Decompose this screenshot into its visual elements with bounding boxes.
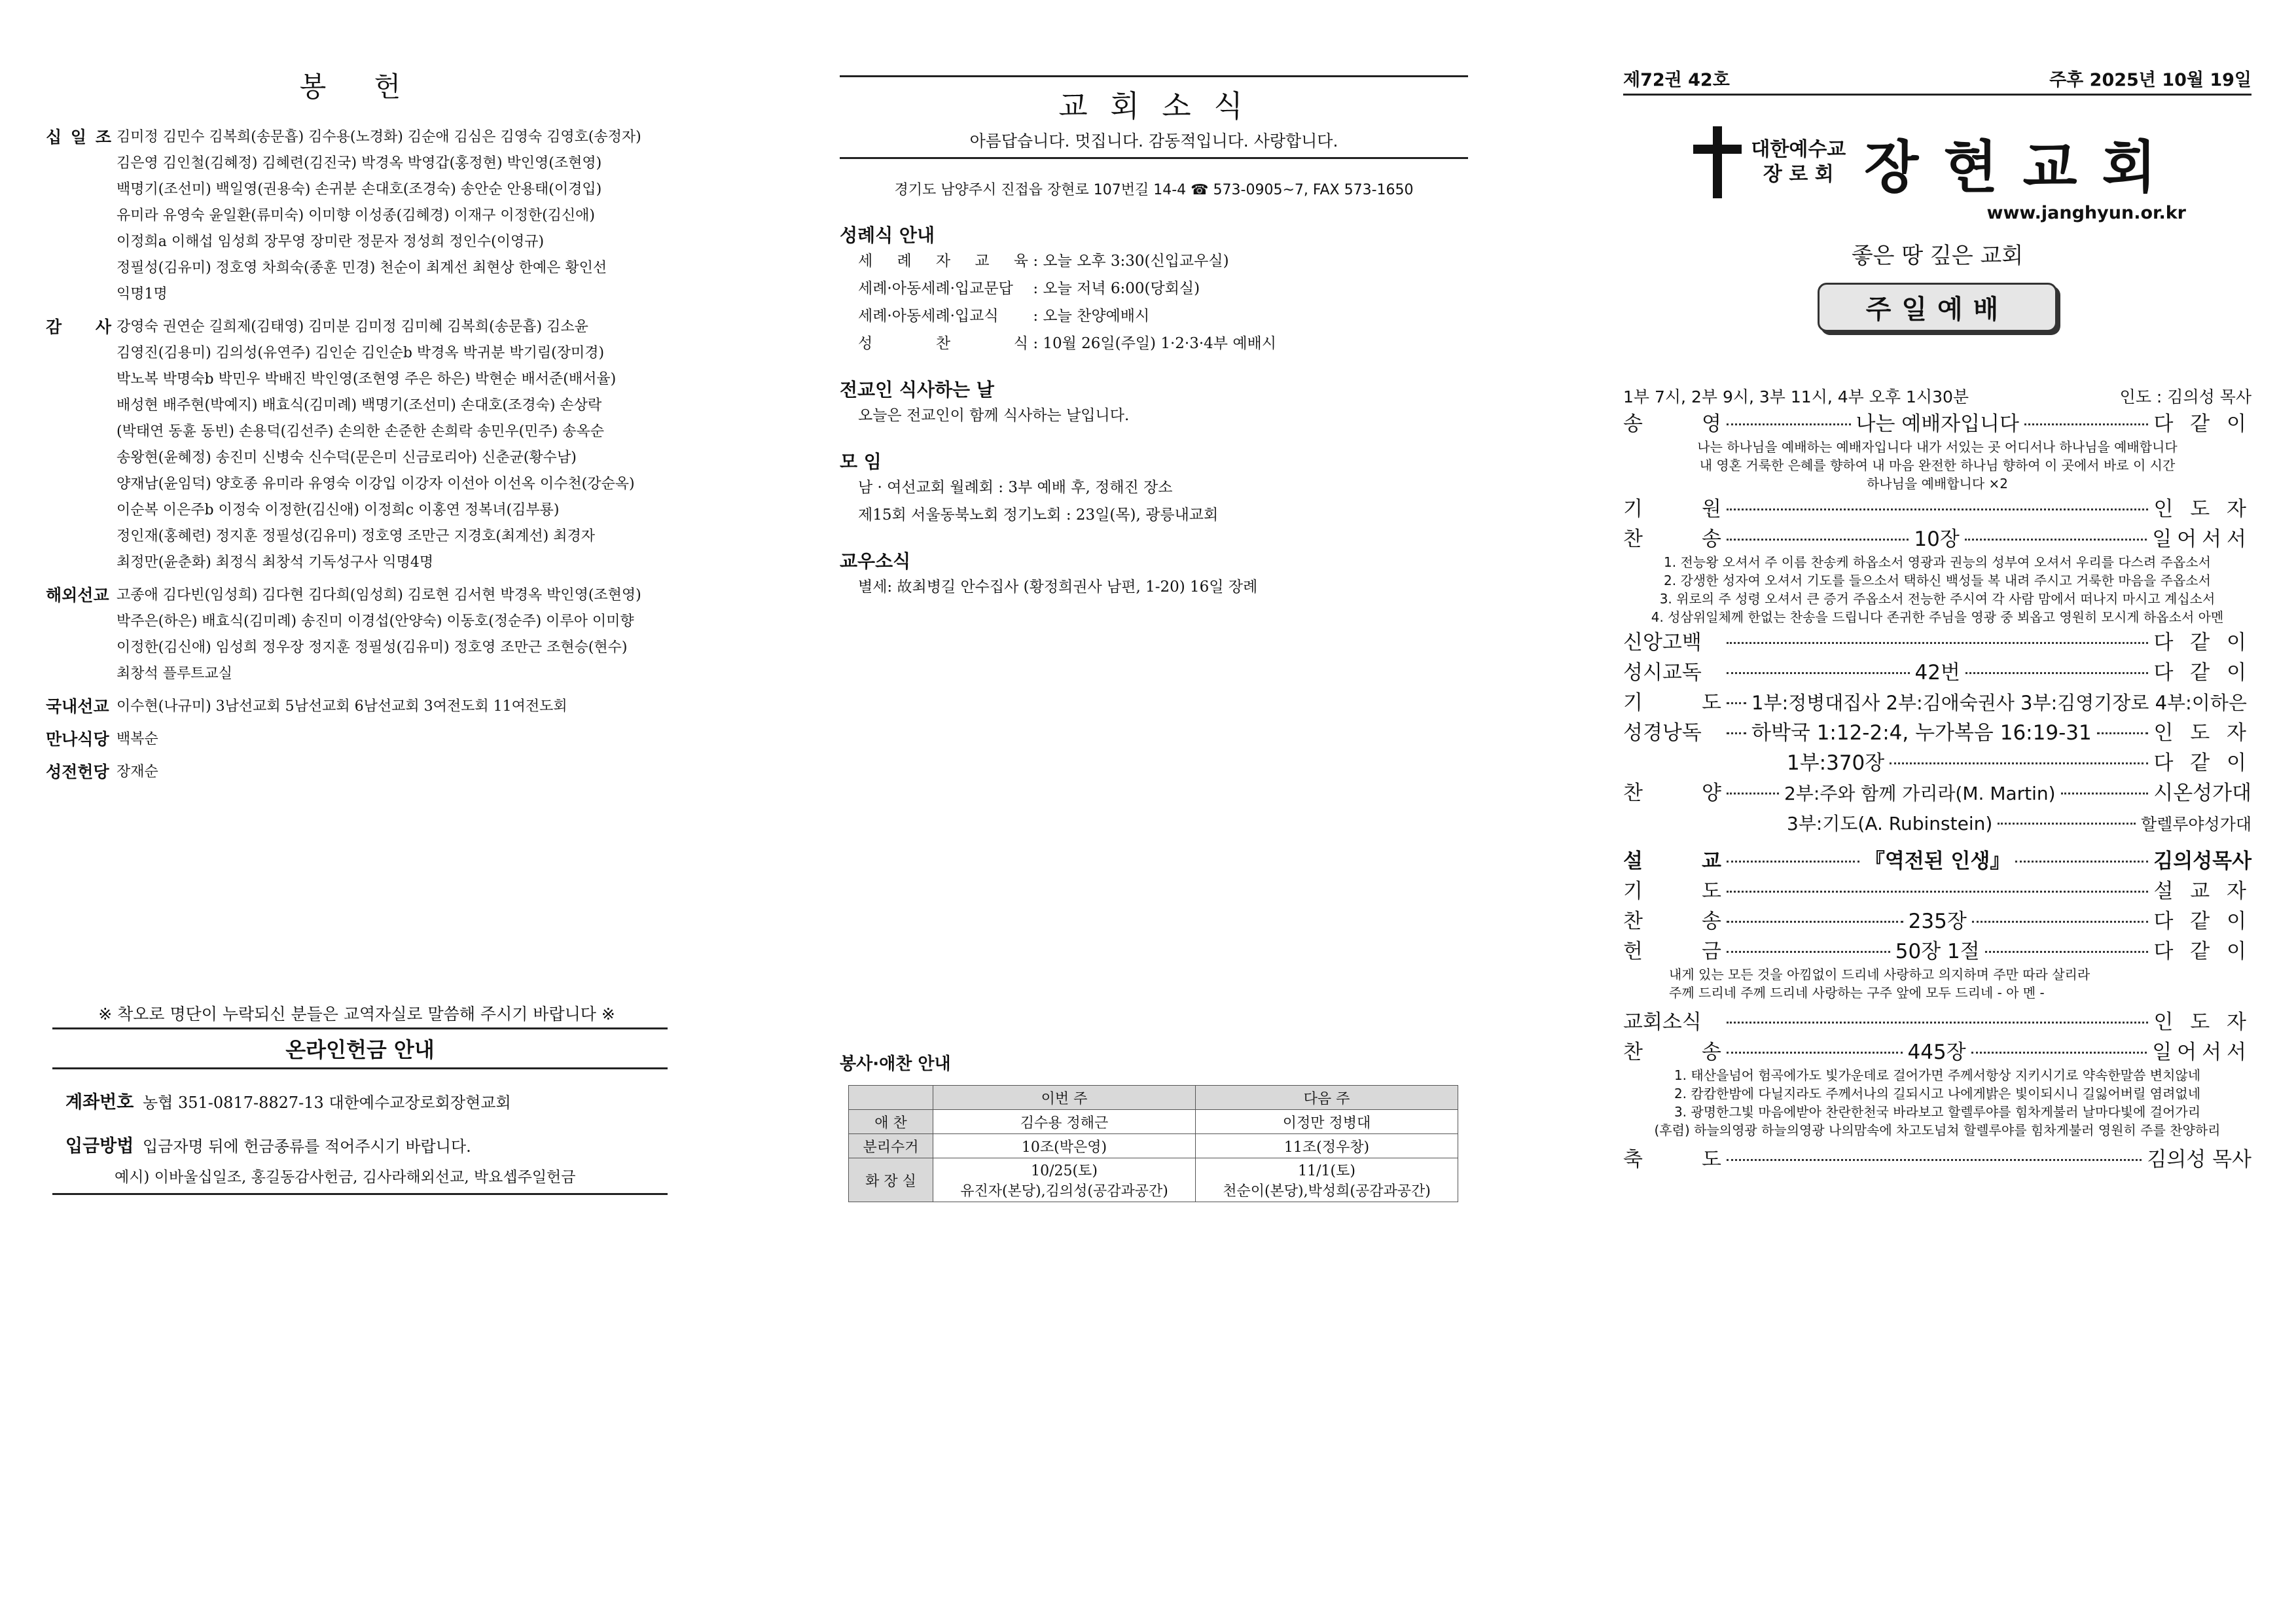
order-role: 인 도 자 xyxy=(2153,1010,2251,1034)
order-item xyxy=(1623,810,2251,838)
offering-names xyxy=(111,314,674,576)
lyric-line: 1. 전능왕 오셔서 주 이름 찬송케 하옵소서 영광과 권능의 성부여 오셔서 우리를 다스려 주옵소서 xyxy=(1664,554,2211,570)
order-label: 기 도 xyxy=(1623,880,1721,903)
name-line: 강영숙 권연순 길희제(김태영) 김미분 김미정 김미혜 김복희(송문흡) 김소윤 xyxy=(117,319,588,335)
section-title: 성례식 안내 xyxy=(840,224,935,246)
service-times: 1부 7시, 2부 9시, 3부 11시, 4부 오후 1시30분 xyxy=(1623,387,1969,406)
row-label: 화 장 실 xyxy=(849,1158,933,1202)
item-value: : 오늘 오후 3:30(신입교우실) xyxy=(1033,253,1229,270)
name-line: 익명1명 xyxy=(117,286,168,302)
volume-number: 제72권 42호 xyxy=(1623,70,1730,90)
name-line: 정필성(김유미) 정호영 차희숙(종훈 민경) 천순이 최계선 최현상 한예은 황인선 xyxy=(117,260,607,276)
offering-label: 만나식당 xyxy=(46,730,109,749)
name-line: 정인재(홍혜련) 정지훈 정필성(김유미) 정호영 조만근 지경호(최계선) 최경자 xyxy=(117,528,596,544)
table-header xyxy=(849,1086,933,1110)
worship-title: 주일예배 xyxy=(1818,283,2057,332)
hymn-lyrics xyxy=(1623,553,2251,626)
service-title: 봉사·애찬 안내 xyxy=(840,1054,951,1074)
method-label: 입금방법 xyxy=(65,1136,134,1156)
order-item xyxy=(1623,526,2251,553)
section-title: 전교인 식사하는 날 xyxy=(840,379,994,401)
item-label: 성 찬 식 xyxy=(858,335,1028,352)
item-label: 세례·아동세례·입교문답 xyxy=(858,280,1013,297)
news-item xyxy=(840,302,1468,330)
order-content: 『역전된 인생』 xyxy=(1864,849,2011,873)
order-content: 445장 xyxy=(1907,1041,1966,1064)
item-label: 세례·아동세례·입교식 xyxy=(858,308,999,325)
offering-group-domestic xyxy=(46,694,674,720)
offering-panel xyxy=(46,65,674,792)
offering-names xyxy=(111,759,674,785)
name-line: 고종애 김다빈(임성희) 김다현 김다희(임성희) 김로현 김서현 박경옥 박인영(조현영) xyxy=(117,587,641,603)
order-label: 송 영 xyxy=(1623,412,1721,436)
order-label: 기 도 xyxy=(1623,691,1721,715)
order-role: 김의성 목사 xyxy=(2147,1148,2251,1171)
offering-label: 십 일 조 xyxy=(46,128,111,147)
offering-label: 성전헌당 xyxy=(46,762,109,781)
order-label: 찬 송 xyxy=(1623,910,1721,933)
offering-label: 해외선교 xyxy=(46,586,109,605)
offering-names xyxy=(111,124,674,308)
order-content: 하박국 1:12-2:4, 누가복음 16:19-31 xyxy=(1751,721,2092,745)
lyric-line: 주께 드리네 주께 드리네 사랑하는 구주 앞에 모두 드리네 - 아 멘 - xyxy=(1669,985,2045,1001)
account-row xyxy=(52,1088,668,1113)
table-header-row xyxy=(849,1086,1458,1110)
item-value: : 오늘 저녁 6:00(당회실) xyxy=(1033,280,1200,297)
news-item xyxy=(840,247,1468,275)
lyric-line: 2. 캄캄한밤에 다닐지라도 주께서나의 길되시고 나에게밝은 빛이되시니 길잃어버릴 염려없네 xyxy=(1674,1086,2201,1101)
order-content: 3부:기도(A. Rubinstein) xyxy=(1787,813,1993,834)
news-item: 오늘은 전교인이 함께 식사하는 날입니다. xyxy=(858,407,1130,424)
order-item xyxy=(1623,1008,2251,1036)
offering-group-manna xyxy=(46,726,674,753)
offering-lyrics xyxy=(1623,965,2251,1002)
method-value: 입금자명 뒤에 헌금종류를 적어주시기 바랍니다. xyxy=(142,1137,471,1156)
closing-hymn-lyrics xyxy=(1623,1066,2251,1139)
worship-order-panel xyxy=(1623,65,2251,1173)
order-item xyxy=(1623,719,2251,747)
offering-group-dedication xyxy=(46,759,674,785)
name-line: 이정희a 이해섭 임성희 장무영 장미란 정문자 정성희 정인수(이영규) xyxy=(117,234,545,250)
denomination-line: 장 로 회 xyxy=(1763,163,1834,186)
church-address: 경기도 남양주시 진접읍 장현로 107번길 14-4 ☎ 573-0905~7, FAX 573-1650 xyxy=(894,182,1414,198)
offering-group-tithe xyxy=(46,124,674,308)
news-item: 남 · 여선교회 월례회 : 3부 예배 후, 정해진 장소 xyxy=(858,479,1173,496)
item-value: : 오늘 찬양예배시 xyxy=(1033,308,1150,325)
order-item xyxy=(1623,1146,2251,1173)
order-item xyxy=(1623,779,2251,808)
table-row xyxy=(849,1110,1458,1134)
order-item xyxy=(1623,878,2251,905)
table-header: 이번 주 xyxy=(933,1086,1196,1110)
order-label: 기 원 xyxy=(1623,497,1721,521)
order-content: 10장 xyxy=(1914,527,1960,551)
table-cell: 이정만 정병대 xyxy=(1196,1110,1458,1134)
lyric-line: 2. 강생한 성자여 오셔서 기도를 들으소서 택하신 백성들 복 내려 주시고 거룩한 마음을 주옵소서 xyxy=(1664,573,2211,588)
name-line: 김미정 김민수 김복희(송문흡) 김수용(노경화) 김순애 김심은 김영숙 김영호(송정자) xyxy=(117,129,641,145)
order-role: 김의성목사 xyxy=(2153,849,2252,873)
order-role: 설 교 자 xyxy=(2153,880,2251,903)
order-role: 할렐루야성가대 xyxy=(2140,815,2251,834)
order-role: 일어서서 xyxy=(2152,1041,2252,1064)
slogan: 좋은 땅 깊은 교회 xyxy=(1851,243,2024,269)
offering-group-thanks xyxy=(46,314,674,576)
order-label: 헌 금 xyxy=(1623,940,1721,963)
news-header xyxy=(840,75,1468,159)
cell-names: 천순이(본당),박성희(공감과공간) xyxy=(1223,1183,1431,1200)
bulletin-date: 주후 2025년 10월 19일 xyxy=(2049,70,2251,90)
order-content: 2부:주와 함께 가리라(M. Martin) xyxy=(1784,783,2056,804)
denomination xyxy=(1751,137,1846,187)
name-line: 배성현 배주현(박예지) 배효식(김미례) 백명기(조선미) 손대호(조경숙) 손상락 xyxy=(117,397,602,414)
order-role: 다 같 이 xyxy=(2153,751,2251,775)
order-content: 나는 예배자입니다 xyxy=(1856,412,2019,436)
section-title: 교우소식 xyxy=(840,550,911,572)
omission-notice: ※ 착오로 명단이 누락되신 분들은 교역자실로 말씀해 주시기 바랍니다 ※ xyxy=(98,1005,615,1024)
row-label: 애 찬 xyxy=(849,1110,933,1134)
offering-label: 감 사 xyxy=(46,317,111,336)
order-label: 교회소식 xyxy=(1623,1010,1702,1034)
website-url: www.janghyun.or.kr xyxy=(1986,203,2186,223)
section-title: 모 임 xyxy=(840,451,882,473)
church-name: 장현교회 xyxy=(1864,134,2181,200)
order-role: 인 도 자 xyxy=(2153,721,2251,745)
order-role: 다 같 이 xyxy=(2153,910,2252,933)
cell-date: 11/1(토) xyxy=(1298,1163,1355,1179)
method-row xyxy=(52,1132,668,1157)
bulletin-header xyxy=(1623,65,2251,96)
table-row xyxy=(849,1158,1458,1202)
order-role: 시온성가대 xyxy=(2153,781,2251,805)
lyric-line: 3. 위로의 주 성령 오셔서 큰 증거 주옵소서 전능한 주시여 각 사람 맘에서 떠나지 마시고 계십소서 xyxy=(1659,591,2215,607)
offering-names xyxy=(111,726,674,753)
news-item: 별세: 故최병길 안수집사 (황정희권사 남편, 1-20) 16일 장례 xyxy=(858,579,1258,596)
name-line: 송왕현(윤혜정) 송진미 신병숙 신수덕(문은미 신금로리아) 신춘균(황수남) xyxy=(117,450,577,466)
table-cell: 김수용 정해근 xyxy=(933,1110,1196,1134)
name-line: 박주은(하은) 배효식(김미례) 송진미 이경섭(안양숙) 이동호(정순주) 이루아 이미향 xyxy=(117,613,634,630)
table-row xyxy=(849,1134,1458,1158)
offering-names xyxy=(111,694,674,720)
order-content: 50장 1절 xyxy=(1895,940,1980,963)
offering-label: 국내선교 xyxy=(46,697,109,716)
church-logo xyxy=(1623,122,2251,203)
order-item xyxy=(1623,659,2251,687)
name-line: 최창석 플루트교실 xyxy=(117,666,233,682)
table-cell xyxy=(1196,1158,1458,1202)
order-content: 42번 xyxy=(1914,661,1960,685)
method-example: 예시) 이바울십일조, 홍길동감사헌금, 김사라해외선교, 박요셉주일헌금 xyxy=(115,1169,576,1186)
name-line: 이수현(나규미) 3남선교회 5남선교회 6남선교회 3여전도회 11여전도회 xyxy=(117,698,567,715)
account-label: 계좌번호 xyxy=(65,1092,134,1113)
order-role: 다 같 이 xyxy=(2153,631,2251,654)
church-news-panel xyxy=(840,75,1468,601)
name-line: 김은영 김인철(김혜정) 김혜련(김진국) 박경옥 박영갑(홍정현) 박인영(조현영) xyxy=(117,155,602,171)
lyric-line: 하나님을 예배합니다 ×2 xyxy=(1866,476,2009,491)
name-line: 김영진(김용미) 김의성(유연주) 김인순 김인순b 박경옥 박귀분 박기림(장미경) xyxy=(117,345,605,361)
order-label: 성경낭독 xyxy=(1623,721,1702,745)
online-bottom-rule xyxy=(52,1193,668,1195)
denomination-line: 대한예수교 xyxy=(1751,138,1846,161)
order-label: 축 도 xyxy=(1623,1148,1721,1171)
service-times-row xyxy=(1623,384,2251,408)
order-label: 설 교 xyxy=(1623,849,1721,873)
row-label: 분리수거 xyxy=(849,1134,933,1158)
table-cell xyxy=(933,1158,1196,1202)
order-item xyxy=(1623,908,2251,935)
doxology-lyrics xyxy=(1623,438,2251,493)
order-label: 찬 송 xyxy=(1623,1041,1721,1064)
cell-names: 유진자(본당),김의성(공감과공간) xyxy=(960,1183,1168,1200)
order-content: 1부:정병대집사 2부:김애숙권사 3부:김영기장로 4부:이하은 xyxy=(1751,692,2247,714)
name-line: 백복순 xyxy=(117,731,158,747)
order-item xyxy=(1623,938,2251,965)
name-line: 유미라 유영숙 윤일환(류미숙) 이미향 이성종(김혜경) 이재구 이정한(김신애) xyxy=(117,207,596,224)
order-item xyxy=(1623,749,2251,777)
name-line: 박노복 박명숙b 박민우 박배진 박인영(조현영 주은 하은) 박현순 배서준(배서율) xyxy=(117,371,617,387)
order-role: 일어서서 xyxy=(2152,527,2252,551)
item-value: : 10월 26일(주일) 1·2·3·4부 예배시 xyxy=(1033,335,1276,352)
news-title: 교 회 소 식 xyxy=(1058,88,1249,124)
offering-group-overseas xyxy=(46,582,674,687)
order-item xyxy=(1623,689,2251,717)
lyric-line: 3. 광명한그빛 마음에받아 찬란한천국 바라보고 할렐루야를 힘차게불러 날마다빛에 걸어가리 xyxy=(1674,1104,2201,1120)
order-content: 1부:370장 xyxy=(1787,751,1885,775)
news-item: 제15회 서울동북노회 정기노회 : 23일(목), 광릉내교회 xyxy=(858,507,1219,524)
lyric-line: 1. 태산을넘어 험곡에가도 빛가운데로 걸어가면 주께서항상 지키시기로 약속한말씀 변치않네 xyxy=(1674,1067,2201,1083)
order-item xyxy=(1623,629,2251,656)
name-line: 최정만(윤춘화) 최정식 최창석 기독성구사 익명4명 xyxy=(117,554,434,571)
order-label: 찬 송 xyxy=(1623,527,1721,551)
online-offering-title: 온라인헌금 안내 xyxy=(52,1027,668,1069)
order-item xyxy=(1623,495,2251,523)
table-header: 다음 주 xyxy=(1196,1086,1458,1110)
cell-date: 10/25(토) xyxy=(1031,1163,1098,1179)
account-value: 농협 351-0817-8827-13 대한예수교장로회장현교회 xyxy=(142,1094,511,1112)
order-role: 인 도 자 xyxy=(2153,497,2251,521)
lyric-line: 4. 성삼위일체께 한없는 찬송을 드립니다 존귀한 주님을 영광 중 뵈옵고 영원히 모시게 하옵소서 아멘 xyxy=(1651,609,2224,625)
lyric-line: 나는 하나님을 예배하는 예배자입니다 내가 서있는 곳 어디서나 하나님을 예배합니다 xyxy=(1697,439,2178,455)
online-offering-box xyxy=(52,1027,668,1195)
offering-names xyxy=(111,582,674,687)
news-item xyxy=(840,330,1468,357)
lyric-line: 내게 있는 모든 것을 아낌없이 드리네 사랑하고 의지하며 주만 따라 살리라 xyxy=(1669,967,2090,982)
news-subtitle: 아름답습니다. 멋집니다. 감동적입니다. 사랑합니다. xyxy=(969,132,1338,151)
table-cell: 11조(정우창) xyxy=(1196,1134,1458,1158)
lyric-line: (후렴) 하늘의영광 하늘의영광 나의맘속에 차고도넘쳐 할렐루야를 힘차게불러 영원히 주를 찬양하리 xyxy=(1654,1122,2221,1138)
news-item xyxy=(840,275,1468,302)
lyric-line: 내 영혼 거룩한 은혜를 향하여 내 마음 완전한 하나님 향하여 이 곳에서 바로 이 시간 xyxy=(1699,457,2176,473)
order-role: 다 같 이 xyxy=(2153,940,2251,963)
order-content: 235장 xyxy=(1908,910,1967,933)
order-label: 성시교독 xyxy=(1623,661,1702,685)
offering-title: 봉 헌 xyxy=(299,71,421,103)
order-item xyxy=(1623,847,2251,875)
cross-icon xyxy=(1693,126,1739,198)
table-cell: 10조(박은영) xyxy=(933,1134,1196,1158)
name-line: 이정한(김신애) 임성희 정우장 정지훈 정필성(김유미) 정호영 조만근 조현승(현수) xyxy=(117,639,628,656)
service-table xyxy=(848,1085,1458,1202)
order-label: 찬 양 xyxy=(1623,781,1721,805)
name-line: 이순복 이은주b 이정숙 이정한(김신애) 이정희c 이홍연 정복녀(김부룡) xyxy=(117,502,560,518)
order-label: 신앙고백 xyxy=(1623,631,1702,654)
order-item xyxy=(1623,1039,2251,1066)
order-role: 다 같 이 xyxy=(2153,661,2252,685)
item-label: 세 례 자 교 육 xyxy=(858,253,1028,270)
name-line: (박태연 동휸 동빈) 손용덕(김선주) 손의한 손준한 손희락 송민우(민주) 송옥순 xyxy=(117,423,605,440)
name-line: 장재순 xyxy=(117,764,158,780)
name-line: 양재남(윤임덕) 양호종 유미라 유영숙 이강입 이강자 이선아 이선옥 이수천(강순옥) xyxy=(117,476,635,492)
order-role: 다 같 이 xyxy=(2153,412,2251,436)
worship-leader: 인도 : 김의성 목사 xyxy=(2119,387,2251,406)
order-item xyxy=(1623,410,2251,438)
name-line: 백명기(조선미) 백일영(권용숙) 손귀분 손대호(조경숙) 송안순 안용태(이경입) xyxy=(117,181,602,198)
